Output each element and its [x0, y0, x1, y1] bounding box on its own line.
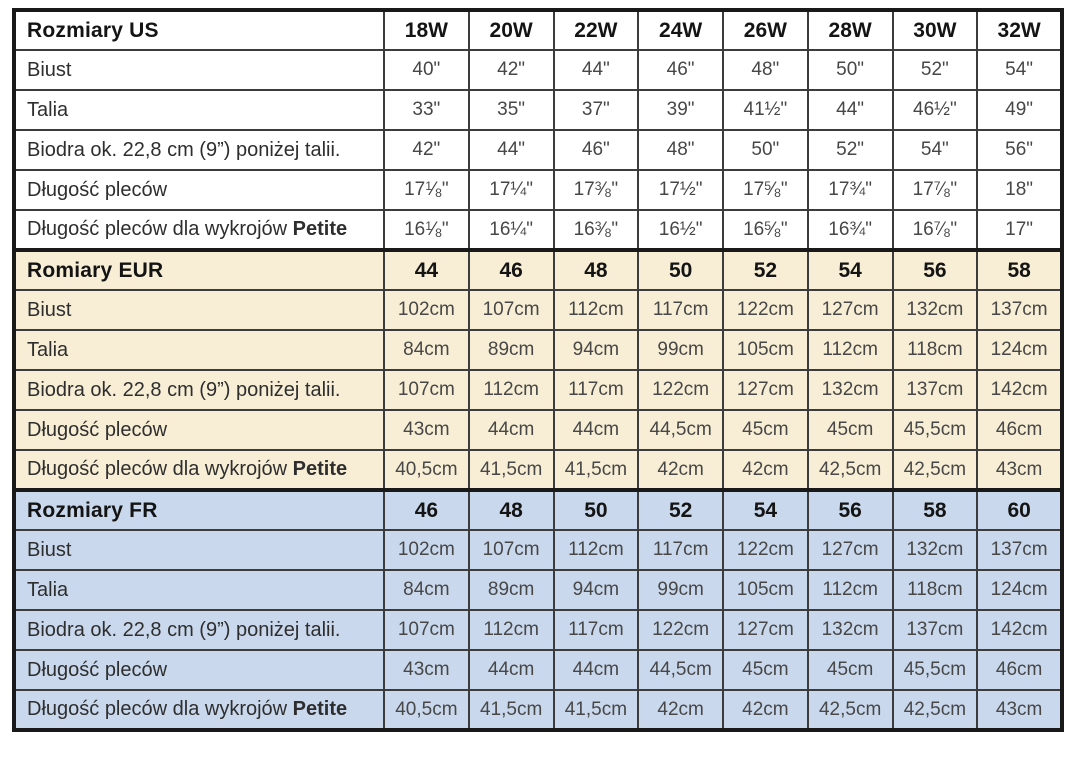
row-label-cell: [14, 450, 384, 490]
value-cell: 52": [893, 50, 978, 90]
value-cell: 42cm: [638, 450, 723, 490]
value-cell: 132cm: [808, 370, 893, 410]
table-row: [14, 610, 1062, 650]
size-header-cell: 44: [384, 250, 469, 290]
section-title-eur: Romiary EUR: [14, 250, 384, 290]
section-header-row-us: [14, 10, 1062, 50]
value-cell: 46cm: [977, 410, 1062, 450]
value-cell: 117cm: [554, 610, 639, 650]
size-header-cell: 48: [469, 490, 554, 530]
value-cell: 84cm: [384, 330, 469, 370]
size-header-cell: 22W: [554, 10, 639, 50]
value-cell: 17½": [638, 170, 723, 210]
value-cell: 112cm: [554, 290, 639, 330]
value-cell: 112cm: [469, 610, 554, 650]
value-cell: 45cm: [808, 650, 893, 690]
value-cell: 46": [554, 130, 639, 170]
value-cell: 45cm: [723, 650, 808, 690]
value-cell: $17^1⁄_8$": [384, 170, 469, 210]
value-cell: 42cm: [638, 690, 723, 730]
value-cell: $17^7⁄_8$": [893, 170, 978, 210]
value-cell: 41,5cm: [469, 690, 554, 730]
value-cell: 132cm: [893, 290, 978, 330]
value-cell: 107cm: [384, 370, 469, 410]
row-label-text: Biust: [27, 298, 72, 321]
value-cell: 44cm: [469, 650, 554, 690]
value-cell: 42": [469, 50, 554, 90]
value-cell: 39": [638, 90, 723, 130]
table-row: [14, 690, 1062, 730]
value-cell: 44": [554, 50, 639, 90]
size-header-cell: 48: [554, 250, 639, 290]
row-label-text: Długość pleców dla wykrojów: [27, 458, 288, 480]
value-cell: 105cm: [723, 330, 808, 370]
value-cell: $16^1⁄_8$": [384, 210, 469, 250]
row-label-cell: [14, 210, 384, 250]
value-cell: 99cm: [638, 570, 723, 610]
row-label-cell: [14, 650, 384, 690]
value-cell: 137cm: [893, 370, 978, 410]
row-label-text: Biodra ok. 22,8 cm (9”) poniżej talii.: [27, 138, 341, 161]
row-label-text: Talia: [27, 338, 69, 361]
table-row: [14, 450, 1062, 490]
value-cell: 18": [977, 170, 1062, 210]
row-label-bold-text: Petite: [292, 458, 348, 480]
row-label-bold-text: Petite: [292, 218, 348, 240]
value-cell: 112cm: [469, 370, 554, 410]
value-cell: 112cm: [554, 530, 639, 570]
size-header-cell: 58: [977, 250, 1062, 290]
value-cell: 56": [977, 130, 1062, 170]
value-cell: $17^3⁄_8$": [554, 170, 639, 210]
value-cell: 102cm: [384, 290, 469, 330]
row-label-text: Biust: [27, 538, 72, 561]
size-header-cell: 26W: [723, 10, 808, 50]
value-cell: 52": [808, 130, 893, 170]
value-cell: 94cm: [554, 570, 639, 610]
value-cell: 142cm: [977, 370, 1062, 410]
row-label-text: Długość pleców: [27, 418, 168, 441]
row-label-cell: [14, 290, 384, 330]
table-row: [14, 210, 1062, 250]
value-cell: 40,5cm: [384, 690, 469, 730]
value-cell: 42cm: [723, 450, 808, 490]
value-cell: 46": [638, 50, 723, 90]
value-cell: $16^5⁄_8$": [723, 210, 808, 250]
table-row: [14, 370, 1062, 410]
value-cell: 124cm: [977, 570, 1062, 610]
value-cell: 132cm: [808, 610, 893, 650]
section-title-us: Rozmiary US: [14, 10, 384, 50]
value-cell: 102cm: [384, 530, 469, 570]
value-cell: 127cm: [808, 290, 893, 330]
value-cell: 142cm: [977, 610, 1062, 650]
value-cell: 40": [384, 50, 469, 90]
size-header-cell: 20W: [469, 10, 554, 50]
value-cell: 40,5cm: [384, 450, 469, 490]
value-cell: 42,5cm: [893, 450, 978, 490]
table-row: [14, 330, 1062, 370]
row-label-cell: [14, 330, 384, 370]
table-row: [14, 90, 1062, 130]
size-header-cell: 24W: [638, 10, 723, 50]
row-label-cell: [14, 690, 384, 730]
value-cell: 44,5cm: [638, 650, 723, 690]
value-cell: 122cm: [638, 610, 723, 650]
row-label-text: Długość pleców dla wykrojów: [27, 218, 288, 240]
value-cell: 44,5cm: [638, 410, 723, 450]
size-header-cell: 52: [638, 490, 723, 530]
value-cell: 45,5cm: [893, 410, 978, 450]
table-row: [14, 50, 1062, 90]
value-cell: 42": [384, 130, 469, 170]
row-label-text: Biust: [27, 58, 72, 81]
value-cell: 132cm: [893, 530, 978, 570]
value-cell: 43cm: [384, 650, 469, 690]
section-header-row-eur: [14, 250, 1062, 290]
size-header-cell: 46: [384, 490, 469, 530]
size-header-cell: 56: [808, 490, 893, 530]
size-header-cell: 32W: [977, 10, 1062, 50]
size-header-cell: 30W: [893, 10, 978, 50]
row-label-cell: [14, 90, 384, 130]
value-cell: 44": [469, 130, 554, 170]
value-cell: 44cm: [554, 410, 639, 450]
value-cell: 17¾": [808, 170, 893, 210]
value-cell: 117cm: [638, 530, 723, 570]
value-cell: 17¼": [469, 170, 554, 210]
value-cell: 112cm: [808, 570, 893, 610]
size-header-cell: 46: [469, 250, 554, 290]
row-label-cell: [14, 170, 384, 210]
value-cell: 35": [469, 90, 554, 130]
size-chart-table: [12, 8, 1064, 732]
value-cell: 127cm: [808, 530, 893, 570]
value-cell: 44cm: [469, 410, 554, 450]
value-cell: 48": [638, 130, 723, 170]
value-cell: 49": [977, 90, 1062, 130]
value-cell: 107cm: [384, 610, 469, 650]
value-cell: $16^3⁄_8$": [554, 210, 639, 250]
row-label-cell: [14, 50, 384, 90]
size-header-cell: 50: [554, 490, 639, 530]
size-header-cell: 54: [808, 250, 893, 290]
table-row: [14, 170, 1062, 210]
value-cell: 122cm: [723, 290, 808, 330]
value-cell: 43cm: [384, 410, 469, 450]
table-row: [14, 530, 1062, 570]
value-cell: 107cm: [469, 530, 554, 570]
row-label-text: Długość pleców: [27, 658, 168, 681]
value-cell: 99cm: [638, 330, 723, 370]
value-cell: 33": [384, 90, 469, 130]
value-cell: 16¾": [808, 210, 893, 250]
value-cell: 50": [723, 130, 808, 170]
value-cell: 45,5cm: [893, 650, 978, 690]
value-cell: 41½": [723, 90, 808, 130]
value-cell: 105cm: [723, 570, 808, 610]
value-cell: 44cm: [554, 650, 639, 690]
table-row: [14, 410, 1062, 450]
value-cell: 42,5cm: [808, 450, 893, 490]
size-header-cell: 58: [893, 490, 978, 530]
row-label-text: Talia: [27, 578, 69, 601]
value-cell: 41,5cm: [554, 690, 639, 730]
row-label-bold-text: Petite: [292, 698, 348, 720]
size-header-cell: 28W: [808, 10, 893, 50]
value-cell: 117cm: [554, 370, 639, 410]
value-cell: 48": [723, 50, 808, 90]
value-cell: 94cm: [554, 330, 639, 370]
row-label-text: Talia: [27, 98, 69, 121]
size-header-cell: 56: [893, 250, 978, 290]
value-cell: 89cm: [469, 570, 554, 610]
value-cell: 122cm: [638, 370, 723, 410]
value-cell: 41,5cm: [554, 450, 639, 490]
value-cell: 16¼": [469, 210, 554, 250]
value-cell: 46½": [893, 90, 978, 130]
row-label-text: Długość pleców dla wykrojów: [27, 698, 288, 720]
value-cell: 112cm: [808, 330, 893, 370]
value-cell: 16½": [638, 210, 723, 250]
table-row: [14, 650, 1062, 690]
value-cell: 42cm: [723, 690, 808, 730]
row-label-cell: [14, 370, 384, 410]
row-label-cell: [14, 130, 384, 170]
value-cell: 42,5cm: [808, 690, 893, 730]
value-cell: 137cm: [893, 610, 978, 650]
value-cell: 117cm: [638, 290, 723, 330]
table-row: [14, 290, 1062, 330]
value-cell: 54": [893, 130, 978, 170]
section-header-row-fr: [14, 490, 1062, 530]
value-cell: 118cm: [893, 330, 978, 370]
table-row: [14, 570, 1062, 610]
size-header-cell: 50: [638, 250, 723, 290]
value-cell: 118cm: [893, 570, 978, 610]
value-cell: 44": [808, 90, 893, 130]
value-cell: 107cm: [469, 290, 554, 330]
value-cell: 122cm: [723, 530, 808, 570]
row-label-text: Długość pleców: [27, 178, 168, 201]
table-row: [14, 130, 1062, 170]
value-cell: $16^7⁄_8$": [893, 210, 978, 250]
value-cell: 127cm: [723, 370, 808, 410]
row-label-cell: [14, 410, 384, 450]
value-cell: 43cm: [977, 690, 1062, 730]
size-chart-body: [14, 10, 1062, 730]
value-cell: 17": [977, 210, 1062, 250]
value-cell: 46cm: [977, 650, 1062, 690]
section-title-fr: Rozmiary FR: [14, 490, 384, 530]
value-cell: 41,5cm: [469, 450, 554, 490]
size-header-cell: 60: [977, 490, 1062, 530]
value-cell: 84cm: [384, 570, 469, 610]
value-cell: 42,5cm: [893, 690, 978, 730]
value-cell: 54": [977, 50, 1062, 90]
value-cell: 124cm: [977, 330, 1062, 370]
value-cell: 137cm: [977, 530, 1062, 570]
size-header-cell: 54: [723, 490, 808, 530]
row-label-text: Biodra ok. 22,8 cm (9”) poniżej talii.: [27, 618, 341, 641]
value-cell: 45cm: [808, 410, 893, 450]
value-cell: 89cm: [469, 330, 554, 370]
row-label-cell: [14, 610, 384, 650]
value-cell: 137cm: [977, 290, 1062, 330]
value-cell: 45cm: [723, 410, 808, 450]
size-header-cell: 52: [723, 250, 808, 290]
value-cell: 43cm: [977, 450, 1062, 490]
value-cell: 50": [808, 50, 893, 90]
value-cell: $17^5⁄_8$": [723, 170, 808, 210]
size-header-cell: 18W: [384, 10, 469, 50]
row-label-cell: [14, 530, 384, 570]
row-label-cell: [14, 570, 384, 610]
value-cell: 37": [554, 90, 639, 130]
row-label-text: Biodra ok. 22,8 cm (9”) poniżej talii.: [27, 378, 341, 401]
value-cell: 127cm: [723, 610, 808, 650]
